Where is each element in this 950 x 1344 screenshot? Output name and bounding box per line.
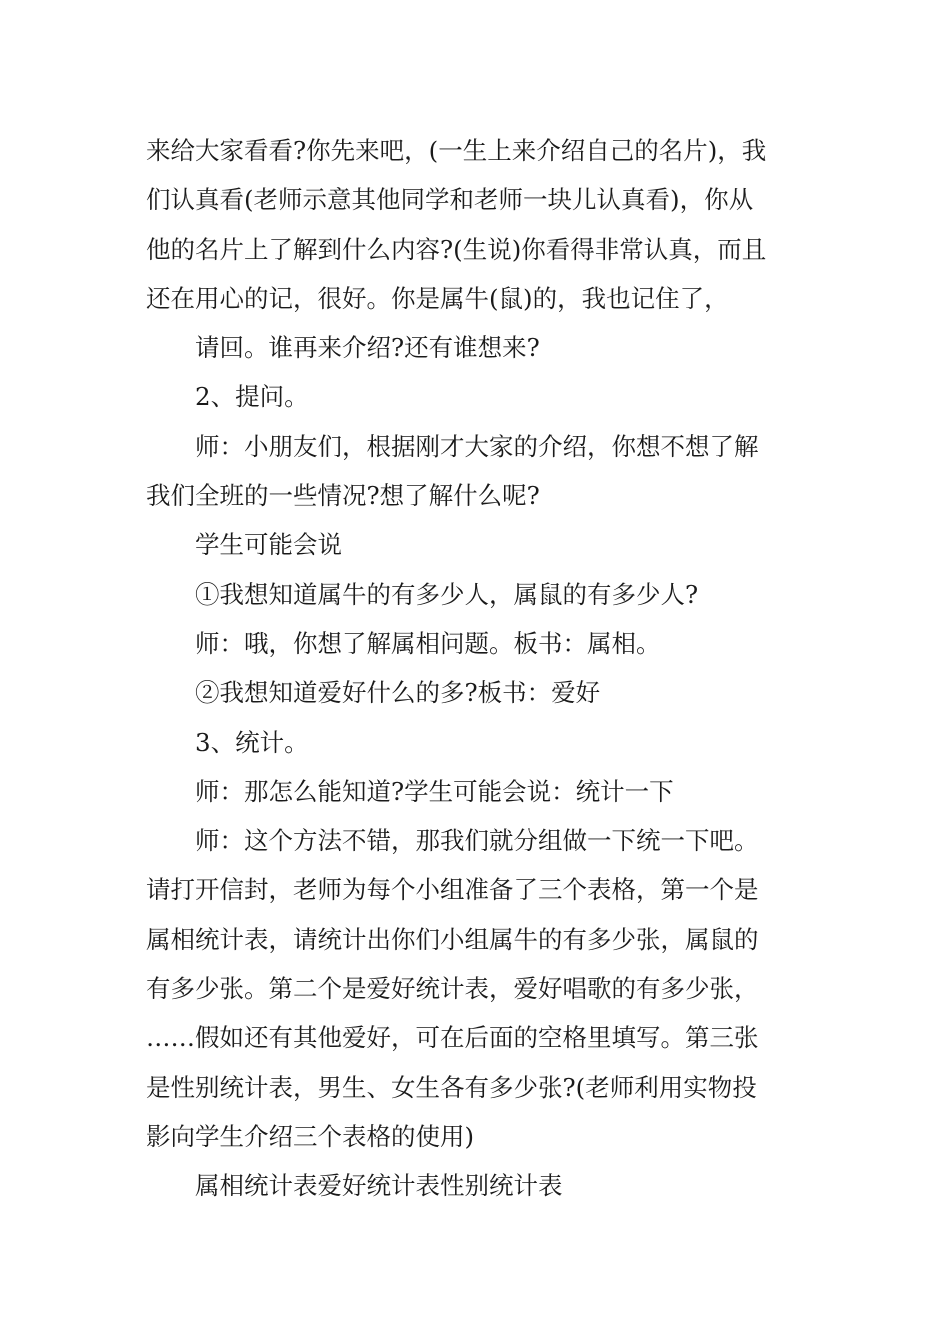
text-line: 来给大家看看?你先来吧，(一生上来介绍自己的名片)，我 (146, 136, 767, 165)
text-line: 是性别统计表，男生、女生各有多少张?(老师利用实物投 (146, 1072, 757, 1102)
text-line: 师：小朋友们，根据刚才大家的介绍，你想不想了解 (195, 431, 759, 461)
text-line: 师：哦，你想了解属相问题。板书：属相。 (195, 628, 661, 658)
text-line: 影向学生介绍三个表格的使用) (146, 1121, 475, 1151)
list-item: ②我想知道爱好什么的多?板书：爱好 (195, 678, 601, 708)
text-line: 我们全班的一些情况?想了解什么呢? (146, 481, 540, 511)
text-line: 他的名片上了解到什么内容?(生说)你看得非常认真，而且 (146, 234, 767, 264)
text-line: 们认真看(老师示意其他同学和老师一块儿认真看)，你从 (146, 185, 754, 215)
text-line: 学生可能会说 (195, 530, 342, 560)
section-heading: 2、提问。 (195, 382, 309, 412)
text-line: 请打开信封，老师为每个小组准备了三个表格，第一个是 (146, 875, 759, 905)
list-item: ①我想知道属牛的有多少人，属鼠的有多少人? (195, 579, 699, 609)
text-line: 有多少张。第二个是爱好统计表，爱好唱歌的有多少张， (146, 974, 759, 1004)
text-line: ……假如还有其他爱好，可在后面的空格里填写。第三张 (146, 1023, 759, 1053)
text-line: 还在用心的记，很好。你是属牛(鼠)的，我也记住了， (146, 283, 729, 313)
text-line: 属相统计表爱好统计表性别统计表 (195, 1171, 563, 1201)
text-line: 请回。谁再来介绍?还有谁想来? (195, 333, 540, 363)
text-line: 属相统计表，请统计出你们小组属牛的有多少张，属鼠的 (146, 924, 759, 954)
document-body (146, 126, 810, 1211)
text-line: 师：这个方法不错，那我们就分组做一下统一下吧。 (195, 826, 759, 856)
text-line: 师：那怎么能知道?学生可能会说：统计一下 (195, 776, 674, 806)
section-heading: 3、统计。 (195, 727, 309, 757)
